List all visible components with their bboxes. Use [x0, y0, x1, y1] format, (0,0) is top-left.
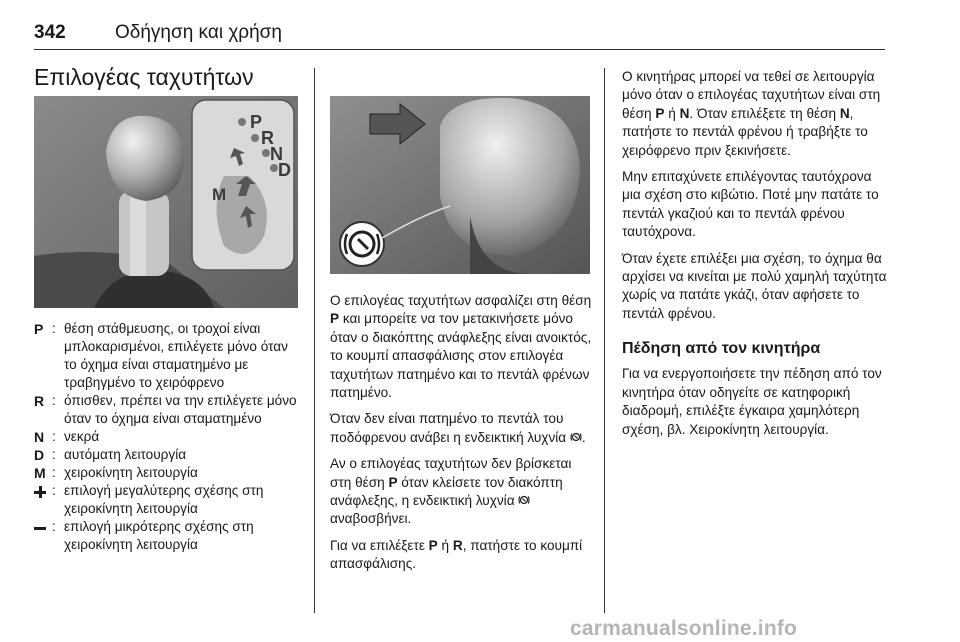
chapter-title: Οδήγηση και χρήση [115, 22, 282, 43]
shift-label-r: R [261, 128, 274, 148]
page-number: 342 [34, 22, 66, 43]
paragraph-engine-braking: Για να ενεργοποιήσετε την πέδηση από τον κινητήρα όταν οδηγείτε σε κατηφορική διαδρομή, επιλέξτε έγκαιρα χαμηλότερη σχέση, βλ. Χειροκίνητη λειτουργία. [622, 366, 882, 437]
brake-warning-icon [518, 494, 530, 506]
shift-label-n: N [270, 144, 283, 164]
engine-braking-heading: Πέδηση από τον κινητήρα [622, 340, 821, 358]
paragraph-no-accelerate: Μην επιταχύνετε επιλέγοντας ταυτόχρονα μια σχέση στο κιβώτιο. Ποτέ μην πατάτε το πεντάλ γκαζιού και το πεντάλ φρένου ταυτόχρονα. [622, 169, 879, 240]
minus-icon [34, 522, 46, 534]
definition-text: επιλογή μικρότερης σχέσης στη χειροκίνητη λειτουργία [64, 519, 254, 552]
gear-selector-illustration [34, 96, 298, 308]
column-divider-left [314, 68, 315, 613]
shift-label-p: P [250, 112, 263, 132]
middle-column [330, 292, 592, 582]
definition-r: R : όπισθεν, πρέπει να την επιλέγετε μόνο όταν το όχημα είναι σταματημένο [34, 392, 300, 428]
unlock-button-photo [330, 96, 590, 274]
column-divider-right [604, 68, 605, 613]
right-column [622, 68, 890, 447]
definition-m: M : χειροκίνητη λειτουργία [34, 464, 300, 482]
definition-p: P : θέση στάθμευσης, οι τροχοί είναι μπλοκαρισμένοι, επιλέγετε μόνο όταν το όχημα είναι σταματημένο με τραβηγμένο το χειρόφρενο [34, 320, 300, 392]
watermark: carmanualsonline.info [570, 617, 798, 640]
paragraph-engine-start: Ο κινητήρας μπορεί να τεθεί σε λειτουργία μόνο όταν ο επιλογέας ταχυτήτων είναι στη θέση P ή N. Όταν επιλέξετε τη θέση N, πατήστε το πεντάλ φρένου ή τραβήξτε το χειρόφρενο πριν ξεκινήσετε. [622, 69, 881, 158]
paragraph-select-p-r: Για να επιλέξετε P ή R, πατήστε το κουμπί απασφάλισης. [330, 537, 583, 572]
gear-selector-photo [34, 96, 298, 308]
definition-text: επιλογή μεγαλύτερης σχέσης στη χειροκίνητη λειτουργία [64, 483, 264, 516]
paragraph-blink: Αν ο επιλογέας ταχυτήτων δεν βρίσκεται στη θέση P όταν κλείσετε τον διακόπτη ανάφλεξης, η ενδεικτική λυχνία αναβοσβήνει. [330, 456, 572, 527]
definition-minus: : επιλογή μικρότερης σχέσης στη χειροκίνητη λειτουργία [34, 518, 300, 554]
definition-d: D : αυτόματη λειτουργία [34, 446, 300, 464]
definition-key: P [34, 321, 44, 337]
unlock-button-illustration [330, 96, 590, 274]
paragraph-creep: Όταν έχετε επιλέξει μια σχέση, το όχημα θα αρχίσει να κινείται με πολύ χαμηλή ταχύτητα χωρίς να πατάτε γκάζι, όταν αφήσετε το πεντάλ φρένου. [622, 250, 887, 321]
definition-text: θέση στάθμευσης, οι τροχοί είναι μπλοκαρισμένοι, επιλέγετε μόνο όταν το όχημα είναι σταματημένο με τραβηγμένο το χειρόφρενο [64, 321, 288, 390]
section-title: Επιλογέας ταχυτήτων [34, 64, 254, 90]
gear-position-definitions [34, 320, 300, 554]
brake-warning-icon [570, 431, 582, 443]
definition-key: N [34, 429, 45, 445]
header-rule [34, 49, 885, 50]
definition-key: D [34, 447, 45, 463]
definition-n: N : νεκρά [34, 428, 300, 446]
definition-text: νεκρά [64, 429, 100, 444]
shift-label-d: D [278, 160, 291, 180]
definition-text: αυτόματη λειτουργία [64, 447, 187, 462]
definition-key: R [34, 393, 45, 409]
definition-text: χειροκίνητη λειτουργία [64, 465, 198, 480]
shift-label-m: M [212, 185, 227, 204]
definition-plus: : επιλογή μεγαλύτερης σχέσης στη χειροκίνητη λειτουργία [34, 482, 300, 518]
paragraph-indicator: Όταν δεν είναι πατημένο το πεντάλ του ποδόφρενου ανάβει η ενδεικτική λυχνία . [330, 411, 586, 445]
definition-key: M [34, 465, 46, 481]
definition-text: όπισθεν, πρέπει να την επιλέγετε μόνο όταν το όχημα είναι σταματημένο [64, 393, 297, 426]
plus-icon [34, 486, 46, 498]
paragraph-lock: Ο επιλογέας ταχυτήτων ασφαλίζει στη θέση P και μπορείτε να τον μετακινήσετε μόνο όταν ο διακόπτης ανάφλεξης είναι ανοικτός, το κουμπί απασφάλισης στον επιλογέα ταχυτήτων πατημένο και το πεντάλ φρένων πατημένο. [330, 293, 592, 401]
